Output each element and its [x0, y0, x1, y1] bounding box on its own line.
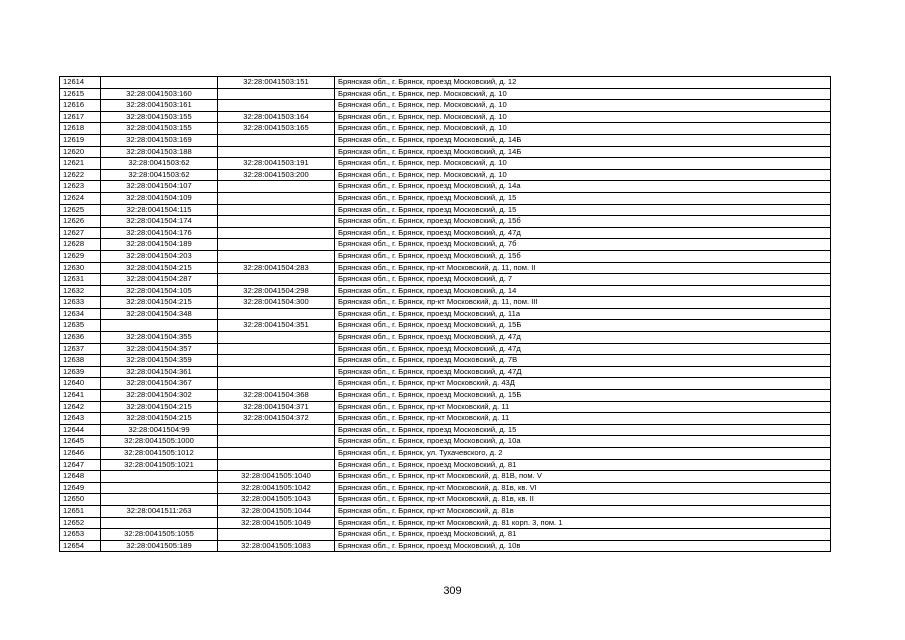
- row-number-cell: 12623: [60, 181, 101, 193]
- premises-cadastral-number-cell: [218, 459, 335, 471]
- row-number-cell: 12624: [60, 192, 101, 204]
- row-number-cell: 12626: [60, 216, 101, 228]
- row-number-cell: 12634: [60, 308, 101, 320]
- cadastral-number-cell: 32:28:0041503:169: [101, 134, 218, 146]
- table-row: [60, 308, 831, 320]
- row-number-cell: 12632: [60, 285, 101, 297]
- table-row: [60, 413, 831, 425]
- address-cell: Брянская обл., г. Брянск, пр-кт Московский, д. 11, пом. III: [335, 297, 831, 309]
- cadastral-number-cell: 32:28:0041504:105: [101, 285, 218, 297]
- table-row: [60, 123, 831, 135]
- table-row: [60, 378, 831, 390]
- premises-cadastral-number-cell: [218, 355, 335, 367]
- row-number-cell: 12646: [60, 448, 101, 460]
- row-number-cell: 12649: [60, 482, 101, 494]
- premises-cadastral-number-cell: [218, 308, 335, 320]
- address-cell: Брянская обл., г. Брянск, пр-кт Московский, д. 11: [335, 413, 831, 425]
- row-number-cell: 12652: [60, 517, 101, 529]
- premises-cadastral-number-cell: 32:28:0041504:371: [218, 401, 335, 413]
- register-table-body: [60, 77, 831, 552]
- premises-cadastral-number-cell: [218, 274, 335, 286]
- cadastral-number-cell: 32:28:0041504:174: [101, 216, 218, 228]
- cadastral-number-cell: 32:28:0041503:62: [101, 158, 218, 170]
- row-number-cell: 12638: [60, 355, 101, 367]
- address-cell: Брянская обл., г. Брянск, проезд Московский, д. 15: [335, 204, 831, 216]
- cadastral-number-cell: 32:28:0041504:215: [101, 297, 218, 309]
- cadastral-number-cell: 32:28:0041504:367: [101, 378, 218, 390]
- table-row: [60, 355, 831, 367]
- premises-cadastral-number-cell: [218, 216, 335, 228]
- address-cell: Брянская обл., г. Брянск, проезд Московский, д. 14Б: [335, 146, 831, 158]
- address-cell: Брянская обл., г. Брянск, проезд Московский, д. 15б: [335, 250, 831, 262]
- address-cell: Брянская обл., г. Брянск, пр-кт Московский, д. 81в, кв. VI: [335, 482, 831, 494]
- premises-cadastral-number-cell: 32:28:0041505:1083: [218, 540, 335, 552]
- cadastral-number-cell: 32:28:0041504:203: [101, 250, 218, 262]
- premises-cadastral-number-cell: 32:28:0041505:1044: [218, 505, 335, 517]
- row-number-cell: 12627: [60, 227, 101, 239]
- row-number-cell: 12643: [60, 413, 101, 425]
- row-number-cell: 12640: [60, 378, 101, 390]
- premises-cadastral-number-cell: [218, 88, 335, 100]
- row-number-cell: 12620: [60, 146, 101, 158]
- premises-cadastral-number-cell: 32:28:0041504:351: [218, 320, 335, 332]
- address-cell: Брянская обл., г. Брянск, пр-кт Московский, д. 81В, пом. V: [335, 471, 831, 483]
- cadastral-number-cell: 32:28:0041505:1021: [101, 459, 218, 471]
- premises-cadastral-number-cell: [218, 378, 335, 390]
- premises-cadastral-number-cell: [218, 366, 335, 378]
- row-number-cell: 12630: [60, 262, 101, 274]
- address-cell: Брянская обл., г. Брянск, проезд Московский, д. 47д: [335, 332, 831, 344]
- table-row: [60, 482, 831, 494]
- premises-cadastral-number-cell: 32:28:0041503:164: [218, 111, 335, 123]
- address-cell: Брянская обл., г. Брянск, ул. Тухачевского, д. 2: [335, 448, 831, 460]
- address-cell: Брянская обл., г. Брянск, проезд Московский, д. 7В: [335, 355, 831, 367]
- premises-cadastral-number-cell: [218, 204, 335, 216]
- table-row: [60, 540, 831, 552]
- cadastral-number-cell: 32:28:0041504:359: [101, 355, 218, 367]
- address-cell: Брянская обл., г. Брянск, проезд Московский, д. 47Д: [335, 366, 831, 378]
- table-row: [60, 239, 831, 251]
- row-number-cell: 12622: [60, 169, 101, 181]
- table-row: [60, 285, 831, 297]
- cadastral-number-cell: 32:28:0041505:1012: [101, 448, 218, 460]
- cadastral-number-cell: 32:28:0041505:189: [101, 540, 218, 552]
- address-cell: Брянская обл., г. Брянск, пер. Московский, д. 10: [335, 88, 831, 100]
- cadastral-number-cell: 32:28:0041504:215: [101, 401, 218, 413]
- address-cell: Брянская обл., г. Брянск, проезд Московский, д. 12: [335, 77, 831, 89]
- table-row: [60, 227, 831, 239]
- address-cell: Брянская обл., г. Брянск, пр-кт Московский, д. 81в, кв. II: [335, 494, 831, 506]
- row-number-cell: 12625: [60, 204, 101, 216]
- cadastral-number-cell: 32:28:0041503:155: [101, 123, 218, 135]
- cadastral-number-cell: 32:28:0041503:62: [101, 169, 218, 181]
- premises-cadastral-number-cell: 32:28:0041504:283: [218, 262, 335, 274]
- address-cell: Брянская обл., г. Брянск, проезд Московский, д. 10в: [335, 540, 831, 552]
- cadastral-number-cell: 32:28:0041504:215: [101, 262, 218, 274]
- cadastral-number-cell: [101, 482, 218, 494]
- table-row: [60, 100, 831, 112]
- premises-cadastral-number-cell: [218, 448, 335, 460]
- row-number-cell: 12614: [60, 77, 101, 89]
- premises-cadastral-number-cell: [218, 529, 335, 541]
- address-cell: Брянская обл., г. Брянск, проезд Московский, д. 15б: [335, 216, 831, 228]
- address-cell: Брянская обл., г. Брянск, проезд Московский, д. 15Б: [335, 390, 831, 402]
- address-cell: Брянская обл., г. Брянск, пер. Московский, д. 10: [335, 100, 831, 112]
- table-row: [60, 448, 831, 460]
- premises-cadastral-number-cell: [218, 250, 335, 262]
- table-row: [60, 169, 831, 181]
- table-row: [60, 77, 831, 89]
- premises-cadastral-number-cell: 32:28:0041504:372: [218, 413, 335, 425]
- table-row: [60, 216, 831, 228]
- row-number-cell: 12644: [60, 424, 101, 436]
- table-row: [60, 343, 831, 355]
- premises-cadastral-number-cell: [218, 100, 335, 112]
- table-row: [60, 146, 831, 158]
- address-cell: Брянская обл., г. Брянск, проезд Московский, д. 11а: [335, 308, 831, 320]
- address-cell: Брянская обл., г. Брянск, пр-кт Московский, д. 43Д: [335, 378, 831, 390]
- row-number-cell: 12629: [60, 250, 101, 262]
- premises-cadastral-number-cell: 32:28:0041504:300: [218, 297, 335, 309]
- cadastral-number-cell: 32:28:0041504:189: [101, 239, 218, 251]
- premises-cadastral-number-cell: 32:28:0041504:368: [218, 390, 335, 402]
- premises-cadastral-number-cell: [218, 192, 335, 204]
- cadastral-number-cell: 32:28:0041503:155: [101, 111, 218, 123]
- row-number-cell: 12642: [60, 401, 101, 413]
- table-row: [60, 274, 831, 286]
- cadastral-number-cell: 32:28:0041504:357: [101, 343, 218, 355]
- premises-cadastral-number-cell: 32:28:0041505:1040: [218, 471, 335, 483]
- cadastral-number-cell: 32:28:0041511:263: [101, 505, 218, 517]
- premises-cadastral-number-cell: [218, 436, 335, 448]
- cadastral-number-cell: 32:28:0041504:99: [101, 424, 218, 436]
- table-row: [60, 517, 831, 529]
- address-cell: Брянская обл., г. Брянск, проезд Московский, д. 14Б: [335, 134, 831, 146]
- table-row: [60, 459, 831, 471]
- cadastral-number-cell: 32:28:0041503:161: [101, 100, 218, 112]
- address-cell: Брянская обл., г. Брянск, пр-кт Московский, д. 11, пом. II: [335, 262, 831, 274]
- cadastral-number-cell: 32:28:0041505:1055: [101, 529, 218, 541]
- premises-cadastral-number-cell: [218, 424, 335, 436]
- premises-cadastral-number-cell: 32:28:0041505:1049: [218, 517, 335, 529]
- address-cell: Брянская обл., г. Брянск, проезд Московский, д. 15: [335, 192, 831, 204]
- premises-cadastral-number-cell: [218, 343, 335, 355]
- row-number-cell: 12621: [60, 158, 101, 170]
- address-cell: Брянская обл., г. Брянск, проезд Московский, д. 14а: [335, 181, 831, 193]
- table-row: [60, 158, 831, 170]
- row-number-cell: 12654: [60, 540, 101, 552]
- address-cell: Брянская обл., г. Брянск, пер. Московский, д. 10: [335, 111, 831, 123]
- address-cell: Брянская обл., г. Брянск, проезд Московский, д. 81: [335, 459, 831, 471]
- row-number-cell: 12645: [60, 436, 101, 448]
- cadastral-number-cell: [101, 320, 218, 332]
- address-cell: Брянская обл., г. Брянск, проезд Московский, д. 7: [335, 274, 831, 286]
- table-row: [60, 471, 831, 483]
- table-row: [60, 366, 831, 378]
- row-number-cell: 12617: [60, 111, 101, 123]
- table-row: [60, 320, 831, 332]
- premises-cadastral-number-cell: [218, 227, 335, 239]
- cadastral-number-cell: 32:28:0041503:188: [101, 146, 218, 158]
- premises-cadastral-number-cell: 32:28:0041503:200: [218, 169, 335, 181]
- cadastral-number-cell: 32:28:0041504:348: [101, 308, 218, 320]
- property-register-table: [59, 76, 831, 552]
- table-row: [60, 250, 831, 262]
- table-row: [60, 181, 831, 193]
- table-row: [60, 401, 831, 413]
- cadastral-number-cell: 32:28:0041504:215: [101, 413, 218, 425]
- premises-cadastral-number-cell: 32:28:0041505:1043: [218, 494, 335, 506]
- table-row: [60, 424, 831, 436]
- table-row: [60, 134, 831, 146]
- row-number-cell: 12631: [60, 274, 101, 286]
- row-number-cell: 12653: [60, 529, 101, 541]
- table-row: [60, 204, 831, 216]
- table-row: [60, 494, 831, 506]
- row-number-cell: 12615: [60, 88, 101, 100]
- row-number-cell: 12650: [60, 494, 101, 506]
- table-row: [60, 390, 831, 402]
- row-number-cell: 12639: [60, 366, 101, 378]
- address-cell: Брянская обл., г. Брянск, пер. Московский, д. 10: [335, 123, 831, 135]
- cadastral-number-cell: 32:28:0041504:109: [101, 192, 218, 204]
- row-number-cell: 12633: [60, 297, 101, 309]
- cadastral-number-cell: 32:28:0041504:115: [101, 204, 218, 216]
- address-cell: Брянская обл., г. Брянск, проезд Московский, д. 10а: [335, 436, 831, 448]
- table-row: [60, 192, 831, 204]
- premises-cadastral-number-cell: 32:28:0041504:298: [218, 285, 335, 297]
- table-row: [60, 88, 831, 100]
- cadastral-number-cell: 32:28:0041504:287: [101, 274, 218, 286]
- cadastral-number-cell: 32:28:0041505:1000: [101, 436, 218, 448]
- cadastral-number-cell: 32:28:0041504:355: [101, 332, 218, 344]
- address-cell: Брянская обл., г. Брянск, проезд Московский, д. 47д: [335, 227, 831, 239]
- cadastral-number-cell: [101, 471, 218, 483]
- address-cell: Брянская обл., г. Брянск, проезд Московский, д. 15: [335, 424, 831, 436]
- row-number-cell: 12618: [60, 123, 101, 135]
- row-number-cell: 12628: [60, 239, 101, 251]
- row-number-cell: 12635: [60, 320, 101, 332]
- table-row: [60, 436, 831, 448]
- cadastral-number-cell: 32:28:0041504:107: [101, 181, 218, 193]
- premises-cadastral-number-cell: [218, 239, 335, 251]
- address-cell: Брянская обл., г. Брянск, пр-кт Московский, д. 81 корп. 3, пом. 1: [335, 517, 831, 529]
- address-cell: Брянская обл., г. Брянск, пер. Московский, д. 10: [335, 158, 831, 170]
- table-row: [60, 262, 831, 274]
- table-row: [60, 297, 831, 309]
- address-cell: Брянская обл., г. Брянск, проезд Московский, д. 47д: [335, 343, 831, 355]
- premises-cadastral-number-cell: [218, 146, 335, 158]
- cadastral-number-cell: 32:28:0041504:302: [101, 390, 218, 402]
- premises-cadastral-number-cell: [218, 181, 335, 193]
- premises-cadastral-number-cell: 32:28:0041503:165: [218, 123, 335, 135]
- premises-cadastral-number-cell: [218, 134, 335, 146]
- table-row: [60, 111, 831, 123]
- table-row: [60, 529, 831, 541]
- row-number-cell: 12647: [60, 459, 101, 471]
- address-cell: Брянская обл., г. Брянск, проезд Московский, д. 15Б: [335, 320, 831, 332]
- cadastral-number-cell: 32:28:0041504:361: [101, 366, 218, 378]
- premises-cadastral-number-cell: [218, 332, 335, 344]
- cadastral-number-cell: [101, 494, 218, 506]
- cadastral-number-cell: [101, 77, 218, 89]
- address-cell: Брянская обл., г. Брянск, проезд Московский, д. 7б: [335, 239, 831, 251]
- table-row: [60, 505, 831, 517]
- row-number-cell: 12648: [60, 471, 101, 483]
- address-cell: Брянская обл., г. Брянск, пр-кт Московский, д. 81в: [335, 505, 831, 517]
- cadastral-number-cell: 32:28:0041504:176: [101, 227, 218, 239]
- cadastral-number-cell: [101, 517, 218, 529]
- premises-cadastral-number-cell: 32:28:0041503:191: [218, 158, 335, 170]
- row-number-cell: 12641: [60, 390, 101, 402]
- address-cell: Брянская обл., г. Брянск, проезд Московский, д. 14: [335, 285, 831, 297]
- row-number-cell: 12616: [60, 100, 101, 112]
- table-row: [60, 332, 831, 344]
- row-number-cell: 12619: [60, 134, 101, 146]
- page-number: 309: [443, 585, 462, 597]
- premises-cadastral-number-cell: 32:28:0041505:1042: [218, 482, 335, 494]
- address-cell: Брянская обл., г. Брянск, проезд Московский, д. 81: [335, 529, 831, 541]
- row-number-cell: 12637: [60, 343, 101, 355]
- row-number-cell: 12651: [60, 505, 101, 517]
- cadastral-number-cell: 32:28:0041503:160: [101, 88, 218, 100]
- address-cell: Брянская обл., г. Брянск, пр-кт Московский, д. 11: [335, 401, 831, 413]
- address-cell: Брянская обл., г. Брянск, пер. Московский, д. 10: [335, 169, 831, 181]
- premises-cadastral-number-cell: 32:28:0041503:151: [218, 77, 335, 89]
- row-number-cell: 12636: [60, 332, 101, 344]
